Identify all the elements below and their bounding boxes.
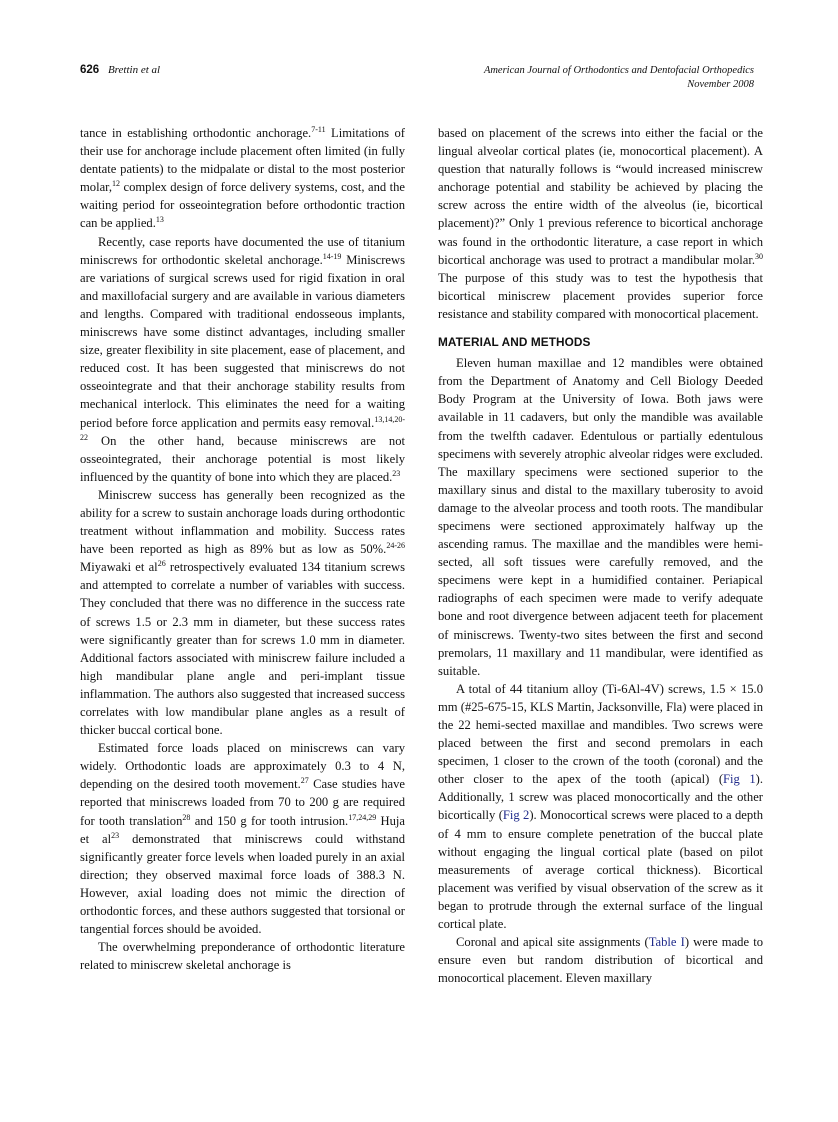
text-run: tance in establishing orthodontic anchorage.	[80, 126, 312, 140]
paragraph	[438, 354, 763, 680]
text-run: Miniscrew success has generally been recognized as the ability for a screw to sustain anchorage loads during orthodontic treatment without inflammation and mobility. Success rates have been reported as high as 89% but as low as 50%.	[80, 487, 405, 557]
right-column	[438, 124, 763, 987]
page-number: 626	[80, 64, 100, 76]
citation: 30	[755, 251, 763, 261]
paragraph	[80, 739, 405, 938]
text-run: and 150 g for tooth intrusion.	[190, 813, 349, 828]
citation: 7-11	[311, 125, 326, 134]
text-run: Miniscrews are variations of surgical screws used for rigid fixation in oral and maxillofacial surgery and are available in various diameters and lengths. Compared with traditional endosseous implants, miniscrews have some distinct advantages, including smaller size, greater flexibility in site placement, ease of placement, and reduced cost. It has been suggested that miniscrews do not osseointegrate and that their anchorage stability results from mechanical interlock. This eliminates the need for a waiting period before force application and permits easy removal.	[80, 252, 405, 430]
citation: 17,24,29	[348, 812, 377, 822]
text-run: ). Monocortical screws were placed to a depth of 4 mm to ensure complete penetration of the buccal plate without engaging the lingual cortical plate (based on pilot measurements of average cortical thickness). Bicortical placement was verified by visual observation of the screw as it began to protrude through the external surface of the lingual cortical plate.	[438, 808, 763, 932]
text-run: Coronal and apical site assignments (	[456, 935, 649, 950]
text-run: Eleven human maxillae and 12 mandibles were obtained from the Department of Anatomy and Cell Biology Deeded Body Program at the University of Iowa. Both jaws were available in 11 cadavers, but only the mandible was available from the twelfth cadaver. Edentulous or partially edentulous specimens with severely atrophic alveolar ridges were excluded. The maxillary specimens were sectioned superior to the maxillary sinus and distal to the maxillary tuberosity to avoid damage to the alveolar process and tooth roots. The mandibular specimens were sectioned approximately halfway up the ascending ramus. The maxillae and the mandibles were hemi-sected, all soft tissues were carefully removed, and the specimens were kept in a humidified container. Periapical radiographs of each specimen were made to verify adequate bone and root divergence between adjacent teeth for placement of miniscrews. Twenty-two sites between the first and second premolars, 11 maxillary and 11 mandibular, were identified as suitable.	[438, 356, 763, 678]
citation: 28	[182, 812, 191, 822]
citation: 23	[392, 468, 401, 478]
journal-title: American Journal of Orthodontics and Dentofacial Orthopedics	[483, 65, 754, 76]
text-run: Limitations of their use for anchorage include placement often limited (in fully dentate patients) to the midpalate or distal to the most posterior molar,	[80, 126, 405, 195]
issue-date: November 2008	[687, 79, 754, 90]
citation: 12	[112, 179, 121, 189]
text-run: Case studies have reported that miniscrews loaded from 70 to 200 g are required for tooth translation	[80, 777, 406, 828]
text-run: The purpose of this study was to test the hypothesis that bicortical miniscrew placement provides superior force resistance and stability compared with monocortical placement.	[438, 270, 763, 321]
text-run: Huja et al	[80, 813, 406, 846]
text-run: The overwhelming preponderance of orthodontic literature related to miniscrew skeletal anchorage is	[80, 940, 405, 973]
citation: 14-19	[322, 251, 342, 261]
paragraph	[80, 486, 405, 739]
section-heading: MATERIAL AND METHODS	[438, 335, 591, 350]
paragraph	[80, 124, 405, 233]
paragraph	[438, 680, 763, 933]
left-column	[80, 124, 405, 974]
citation: 13	[155, 215, 164, 225]
text-run: complex design of force delivery systems, cost, and the waiting period for osseointegration before orthodontic traction can be applied.	[80, 180, 405, 231]
text-run: ) were made to ensure even but random distribution of bicortical and monocortical placement. Eleven maxillary	[438, 935, 763, 986]
text-run: based on placement of the screws into either the facial or the lingual alveolar cortical plates (ie, monocortical placement). A question that naturally follows is “would increased miniscrew anchorage potential and stability be achieved by placing the screw across the entire width of the alveolus (ie, bicortical placement)?” Only 1 previous reference to bicortical anchorage was found in the orthodontic literature, a case report in which bicortical anchorage was used to protract a mandibular molar.	[438, 126, 763, 267]
citation: 24-26	[386, 541, 405, 551]
figure-link[interactable]: Fig 1	[723, 772, 756, 787]
paragraph	[80, 233, 405, 486]
text-run: On the other hand, because miniscrews are not osseointegrated, their anchorage potential is most likely influenced by the quantity of bone into which they are placed.	[80, 433, 405, 484]
text-run: A total of 44 titanium alloy (Ti-6Al-4V) screws, 1.5 × 15.0 mm (#25-675-15, KLS Martin, Jacksonville, Fla) were placed in the 22 hemi-sected maxillae and mandibles. Two screws were placed between the first and second premolars in each specimen, 1 closer to the crown of the tooth (coronal) and the other closer to the apex of the tooth (apical) (	[438, 681, 763, 787]
paragraph	[438, 124, 763, 323]
text-run: demonstrated that miniscrews could withstand significantly greater force levels when loaded purely in an axial direction; they observed maximal force loads of 388.3 N. However, axial loading does not mimic the direction of orthodontic forces, and these authors suggested that torsional or tangential forces should be avoided.	[80, 831, 405, 937]
table-link[interactable]: Table I	[648, 935, 685, 950]
text-run: ). Additionally, 1 screw was placed monocortically and the other bicortically (	[438, 772, 763, 823]
citation: 26	[157, 559, 166, 569]
citation: 27	[300, 776, 309, 786]
text-run: retrospectively evaluated 134 titanium screws and attempted to correlate a number of variables with success. They concluded that there was no difference in the success rate of screws 1.5 or 2.3 mm in diameter, but these success rates were significantly greater than for screws 1.0 mm in diameter. Additional factors associated with miniscrew failure included a high mandibular plane angle and peri-implant tissue inflammation. The authors also suggested that increased success correlates with low mandibular plane angles as a result of thicker buccal cortical bone.	[80, 560, 405, 738]
text-run: Estimated force loads placed on miniscrews can vary widely. Orthodontic loads are approximately 0.3 to 4 N, depending on the desired tooth movement.	[80, 741, 405, 792]
text-run: Recently, case reports have documented the use of titanium miniscrews for orthodontic skeletal anchorage.	[80, 234, 405, 267]
paragraph	[80, 938, 405, 974]
page-header-right	[484, 64, 754, 92]
citation: 13,14,20-22	[80, 414, 405, 442]
citation: 23	[111, 830, 120, 840]
figure-link[interactable]: Fig 2	[502, 808, 530, 823]
paragraph	[438, 933, 763, 987]
page-header-left	[80, 64, 160, 76]
text-run: Miyawaki et al	[80, 560, 158, 575]
running-author: Brettin et al	[107, 64, 161, 76]
